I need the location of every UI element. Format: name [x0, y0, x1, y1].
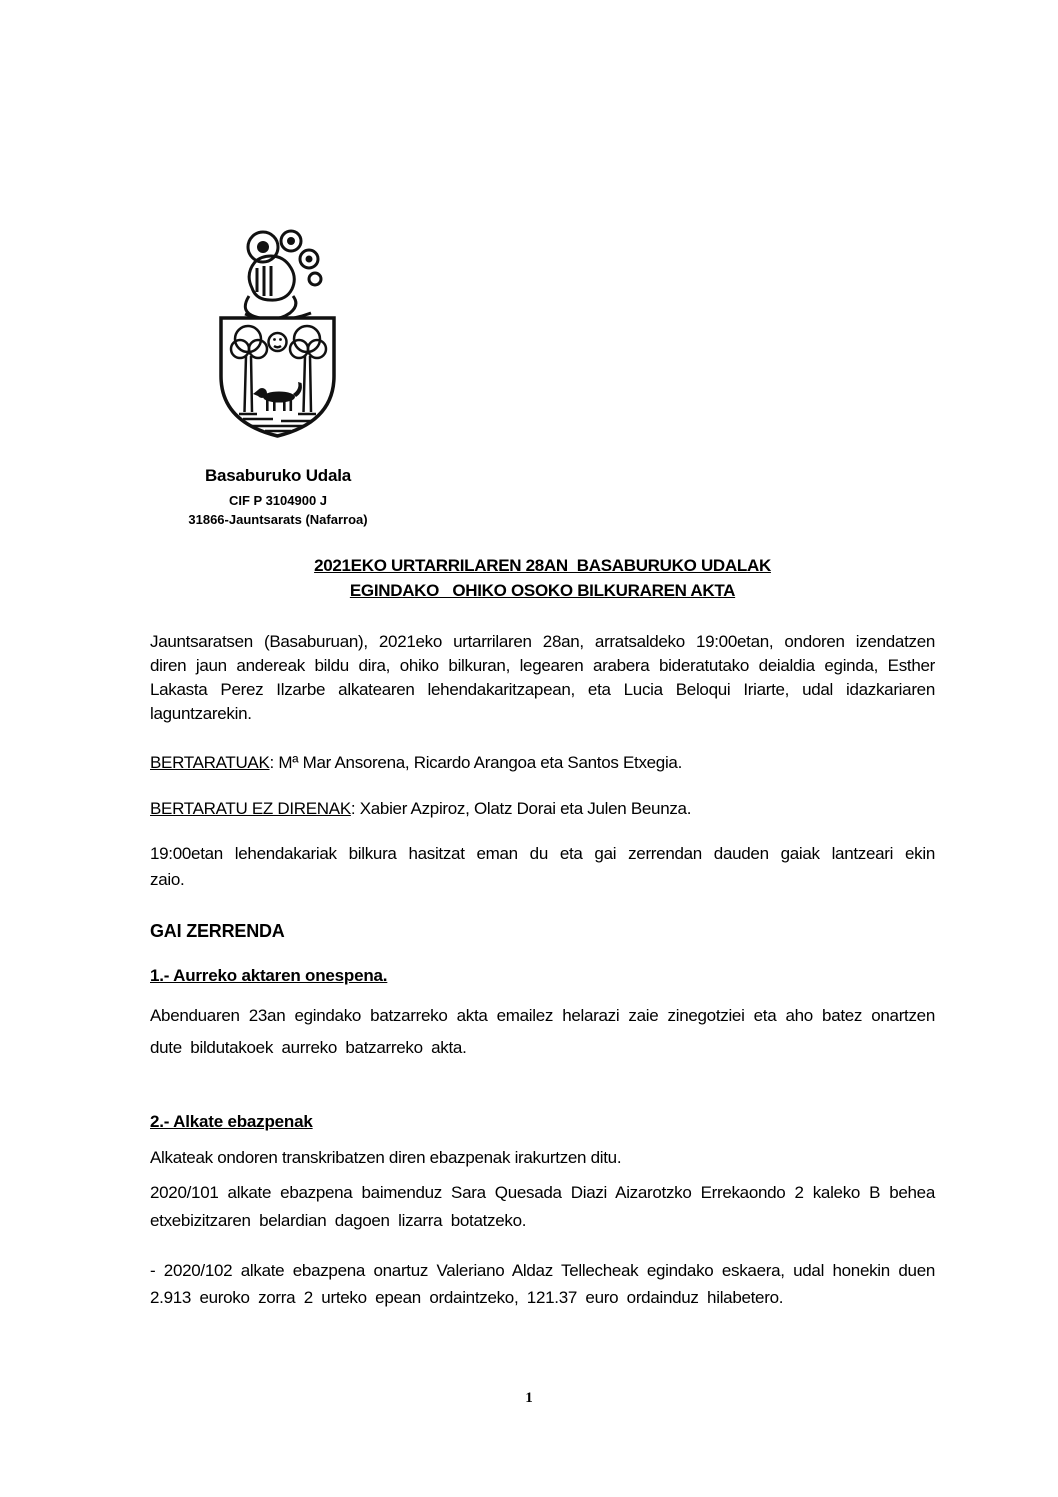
- attendees-names: : Mª Mar Ansorena, Ricardo Arangoa eta Santos Etxegia.: [269, 753, 683, 772]
- org-cif: CIF P 3104900 J: [228, 493, 328, 508]
- org-name: Basaburuko Udala: [204, 466, 352, 485]
- section-1-paragraph: Abenduaren 23an egindako batzarreko akta emailez helarazi zaie zinegotziei eta aho batez onartzen dute bildutakoek aurreko batzarreko akta.: [150, 1006, 935, 1057]
- page-number: 1: [525, 1390, 533, 1406]
- absent-line: [150, 797, 935, 821]
- section-2-paragraph-1: Alkateak ondoren transkribatzen diren ebazpenak irakurtzen ditu.: [150, 1148, 622, 1167]
- section-1-heading-text: 1.- Aurreko aktaren onespena.: [150, 966, 388, 985]
- org-address: 31866-Jauntsarats (Nafarroa): [188, 512, 368, 527]
- absent-label: BERTARATU EZ DIRENAK: [150, 799, 351, 818]
- section-2-paragraph-3: - 2020/102 alkate ebazpena onartuz Valeriano Aldaz Tellecheak egindako eskaera, udal honekin duen 2.913 euroko zorra 2 urteko epean ordaintzeko, 121.37 euro ordainduz hilabetero.: [150, 1261, 935, 1307]
- section-1-heading: [150, 966, 935, 986]
- document-title-line1: 2021EKO URTARRILAREN 28AN BASABURUKO UDALAK: [314, 556, 771, 575]
- section-2-heading-text: 2.- Alkate ebazpenak: [150, 1112, 313, 1131]
- opening-paragraph: 19:00etan lehendakariak bilkura hasitzat eman du eta gai zerrendan dauden gaiak lantzeari ekin zaio.: [150, 844, 935, 889]
- intro-paragraph: Jauntsaratsen (Basaburuan), 2021eko urtarrilaren 28an, arratsaldeko 19:00etan, ondoren izendatzen diren jaun andereak bildu dira, ohiko bilkuran, legearen arabera bideratutako deialdia eginda, Esther Lakasta Perez Ilzarbe alkatearen lehendakaritzapean, eta Lucia Beloqui Iriarte, udal idazkariaren laguntzarekin.: [150, 632, 935, 723]
- attendees-label: BERTARATUAK: [150, 753, 270, 772]
- section-2-paragraph-2: 2020/101 alkate ebazpena baimenduz Sara Quesada Diazi Aizarotzko Errekaondo 2 kaleko B behea etxebizitzaren belardian dagoen lizarra botatzeko.: [150, 1183, 935, 1230]
- absent-names: : Xabier Azpiroz, Olatz Dorai eta Julen Beunza.: [350, 799, 692, 818]
- coat-of-arms-icon: [215, 226, 341, 438]
- document-title-line2: EGINDAKO OHIKO OSOKO BILKURAREN AKTA: [349, 581, 736, 600]
- agenda-heading: GAI ZERRENDA: [150, 921, 285, 941]
- section-2-heading: [150, 1112, 935, 1132]
- attendees-line: [150, 751, 935, 775]
- document-title: [150, 553, 935, 603]
- org-header: [150, 226, 406, 527]
